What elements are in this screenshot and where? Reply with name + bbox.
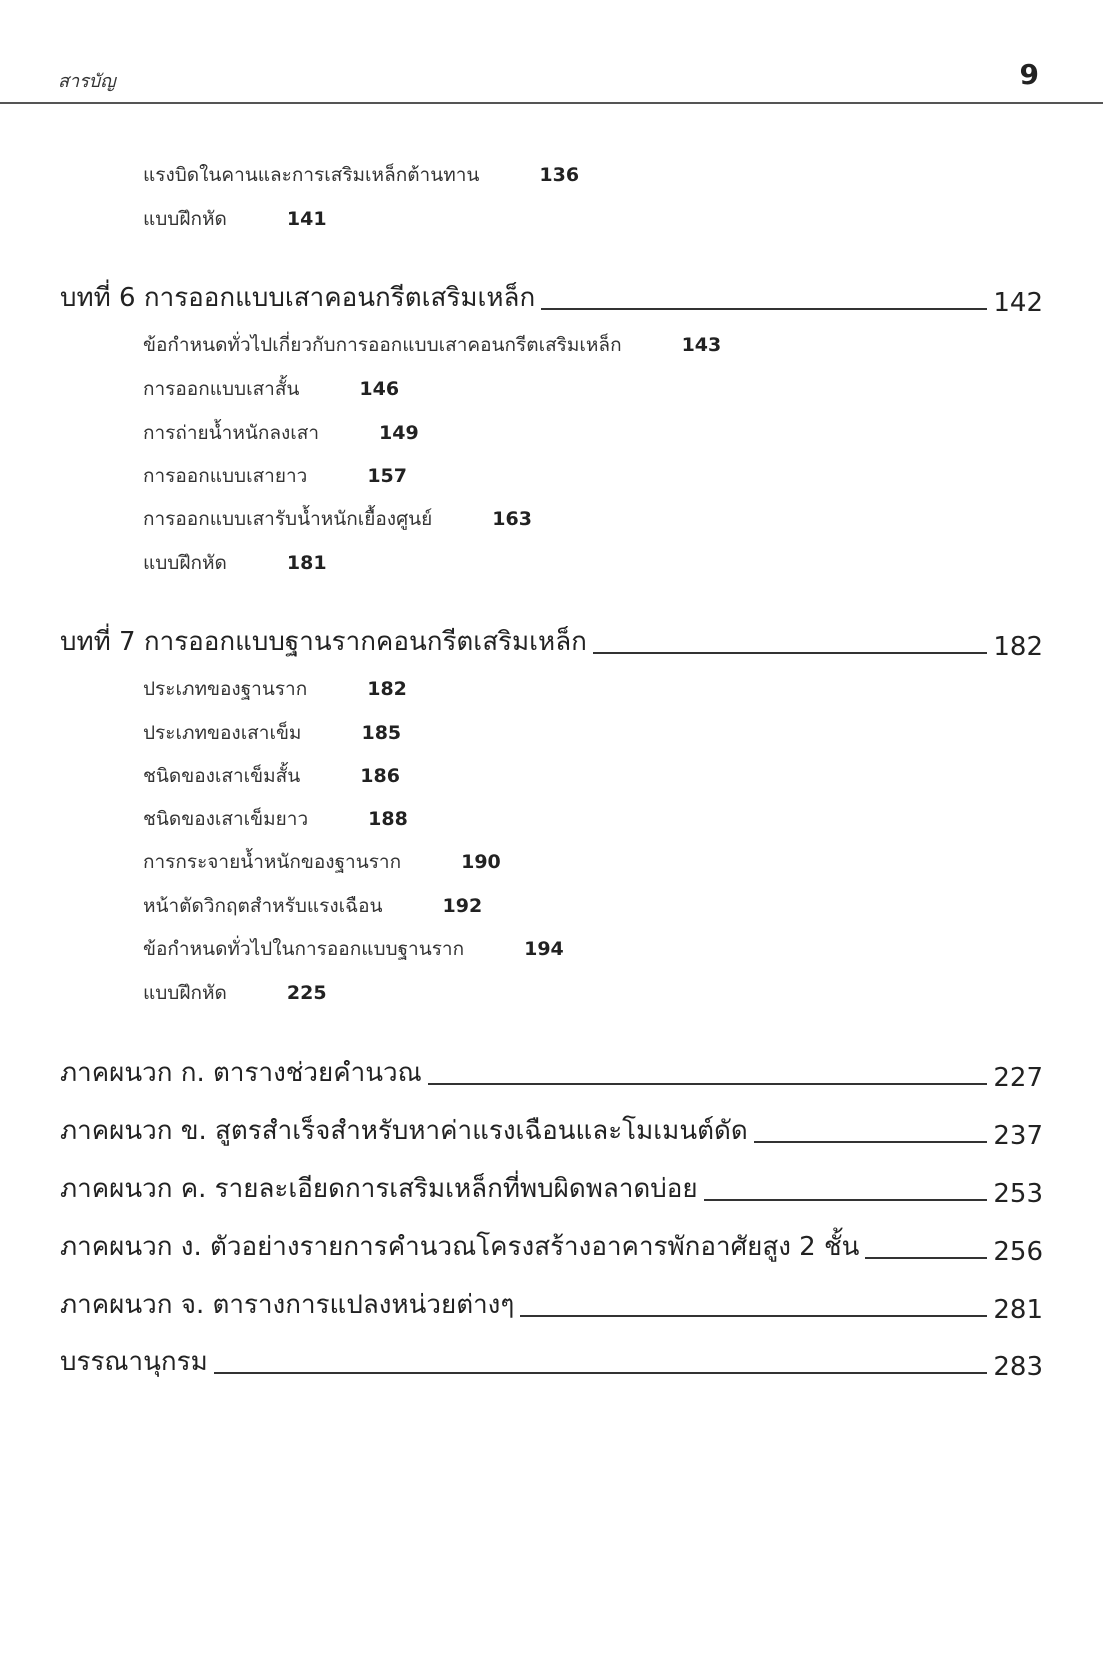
chapter-heading-6 bbox=[60, 278, 1043, 318]
toc-entry bbox=[143, 673, 407, 705]
toc-entry bbox=[143, 890, 482, 922]
dot-leader bbox=[428, 1083, 988, 1085]
toc-entry bbox=[143, 717, 401, 749]
toc-entry bbox=[143, 503, 532, 535]
toc-entry-page: 186 bbox=[360, 765, 400, 787]
toc-entry bbox=[143, 846, 501, 878]
toc-entry-page: 181 bbox=[286, 552, 327, 574]
toc-entry bbox=[143, 417, 419, 449]
toc-entry-title: แบบฝึกหัด bbox=[143, 982, 227, 1004]
toc-entry bbox=[143, 203, 327, 235]
bibliography-page: 283 bbox=[993, 1352, 1043, 1382]
appendix-page: 227 bbox=[993, 1063, 1043, 1093]
dot-leader bbox=[541, 308, 987, 310]
toc-entry bbox=[143, 373, 399, 405]
chapter-title: การออกแบบฐานรากคอนกรีตเสริมเหล็ก bbox=[143, 627, 587, 657]
chapter-heading-7 bbox=[60, 622, 1043, 662]
appendix-title: ภาคผนวก ข. สูตรสำเร็จสำหรับหาค่าแรงเฉือนและโมเมนต์ดัด bbox=[60, 1116, 748, 1146]
toc-entry-title: แรงบิดในคานและการเสริมเหล็กต้านทาน bbox=[143, 164, 480, 186]
toc-entry-page: 157 bbox=[367, 465, 407, 487]
header-rule bbox=[0, 102, 1103, 104]
dot-leader bbox=[865, 1257, 987, 1259]
toc-entry-page: 163 bbox=[492, 508, 532, 530]
toc-entry-title: การออกแบบเสาสั้น bbox=[143, 378, 300, 400]
appendix-page: 281 bbox=[993, 1295, 1043, 1325]
appendix-heading bbox=[60, 1285, 1043, 1325]
toc-entry-title: การออกแบบเสายาว bbox=[143, 465, 308, 487]
chapter-page: 142 bbox=[993, 288, 1043, 318]
toc-entry-title: หน้าตัดวิกฤตสำหรับแรงเฉือน bbox=[143, 895, 383, 917]
chapter-label: บทที่ 7 bbox=[60, 627, 136, 657]
dot-leader bbox=[520, 1315, 987, 1317]
toc-entry-page: 225 bbox=[286, 982, 327, 1004]
toc-entry-page: 188 bbox=[368, 808, 408, 830]
toc-entry-title: แบบฝึกหัด bbox=[143, 208, 227, 230]
toc-entry-page: 141 bbox=[286, 208, 327, 230]
toc-entry bbox=[143, 760, 400, 792]
bibliography-title: บรรณานุกรม bbox=[60, 1347, 208, 1377]
toc-entry-page: 136 bbox=[539, 164, 580, 186]
dot-leader bbox=[704, 1199, 988, 1201]
dot-leader bbox=[754, 1141, 988, 1143]
appendix-page: 256 bbox=[993, 1237, 1043, 1267]
running-header-title: สารบัญ bbox=[58, 71, 116, 92]
toc-entry-title: ชนิดของเสาเข็มยาว bbox=[143, 808, 309, 830]
toc-entry-page: 194 bbox=[524, 938, 564, 960]
chapter-title: การออกแบบเสาคอนกรีตเสริมเหล็ก bbox=[143, 283, 536, 313]
toc-entry-title: ข้อกำหนดทั่วไปในการออกแบบฐานราก bbox=[143, 938, 465, 960]
appendix-title: ภาคผนวก จ. ตารางการแปลงหน่วยต่างๆ bbox=[60, 1290, 515, 1320]
toc-entry-title: ประเภทของฐานราก bbox=[143, 678, 308, 700]
bibliography-heading bbox=[60, 1342, 1043, 1382]
page-number: 9 bbox=[1019, 58, 1039, 91]
toc-entry bbox=[143, 547, 327, 579]
toc-entry-title: ชนิดของเสาเข็มสั้น bbox=[143, 765, 301, 787]
toc-entry-title: การกระจายน้ำหนักของฐานราก bbox=[143, 851, 402, 873]
appendix-title: ภาคผนวก ง. ตัวอย่างรายการคำนวณโครงสร้างอาคารพักอาศัยสูง 2 ชั้น bbox=[60, 1232, 860, 1262]
appendix-page: 237 bbox=[993, 1121, 1043, 1151]
toc-entry-title: การถ่ายน้ำหนักลงเสา bbox=[143, 422, 320, 444]
toc-entry-title: ข้อกำหนดทั่วไปเกี่ยวกับการออกแบบเสาคอนกรีตเสริมเหล็ก bbox=[143, 334, 622, 356]
dot-leader bbox=[593, 652, 987, 654]
appendix-title: ภาคผนวก ก. ตารางช่วยคำนวณ bbox=[60, 1058, 422, 1088]
appendix-heading bbox=[60, 1053, 1043, 1093]
toc-entry bbox=[143, 159, 579, 191]
toc-entry bbox=[143, 803, 408, 835]
toc-entry-page: 185 bbox=[361, 722, 402, 744]
toc-entry-page: 190 bbox=[461, 851, 501, 873]
toc-entry-page: 192 bbox=[442, 895, 483, 917]
toc-entry bbox=[143, 933, 564, 965]
dot-leader bbox=[214, 1372, 988, 1374]
appendix-page: 253 bbox=[993, 1179, 1043, 1209]
toc-entry bbox=[143, 329, 721, 361]
appendix-heading bbox=[60, 1227, 1043, 1267]
toc-entry-title: แบบฝึกหัด bbox=[143, 552, 227, 574]
toc-entry-page: 182 bbox=[367, 678, 407, 700]
appendix-title: ภาคผนวก ค. รายละเอียดการเสริมเหล็กที่พบผิดพลาดบ่อย bbox=[60, 1174, 698, 1204]
toc-entry-title: การออกแบบเสารับน้ำหนักเยื้องศูนย์ bbox=[143, 508, 433, 530]
chapter-label: บทที่ 6 bbox=[60, 283, 136, 313]
appendix-heading bbox=[60, 1169, 1043, 1209]
toc-entry-page: 149 bbox=[379, 422, 419, 444]
toc-entry bbox=[143, 977, 327, 1009]
chapter-page: 182 bbox=[993, 632, 1043, 662]
toc-entry-page: 143 bbox=[681, 334, 722, 356]
toc-entry bbox=[143, 460, 407, 492]
toc-entry-title: ประเภทของเสาเข็ม bbox=[143, 722, 302, 744]
toc-entry-page: 146 bbox=[359, 378, 400, 400]
appendix-heading bbox=[60, 1111, 1043, 1151]
